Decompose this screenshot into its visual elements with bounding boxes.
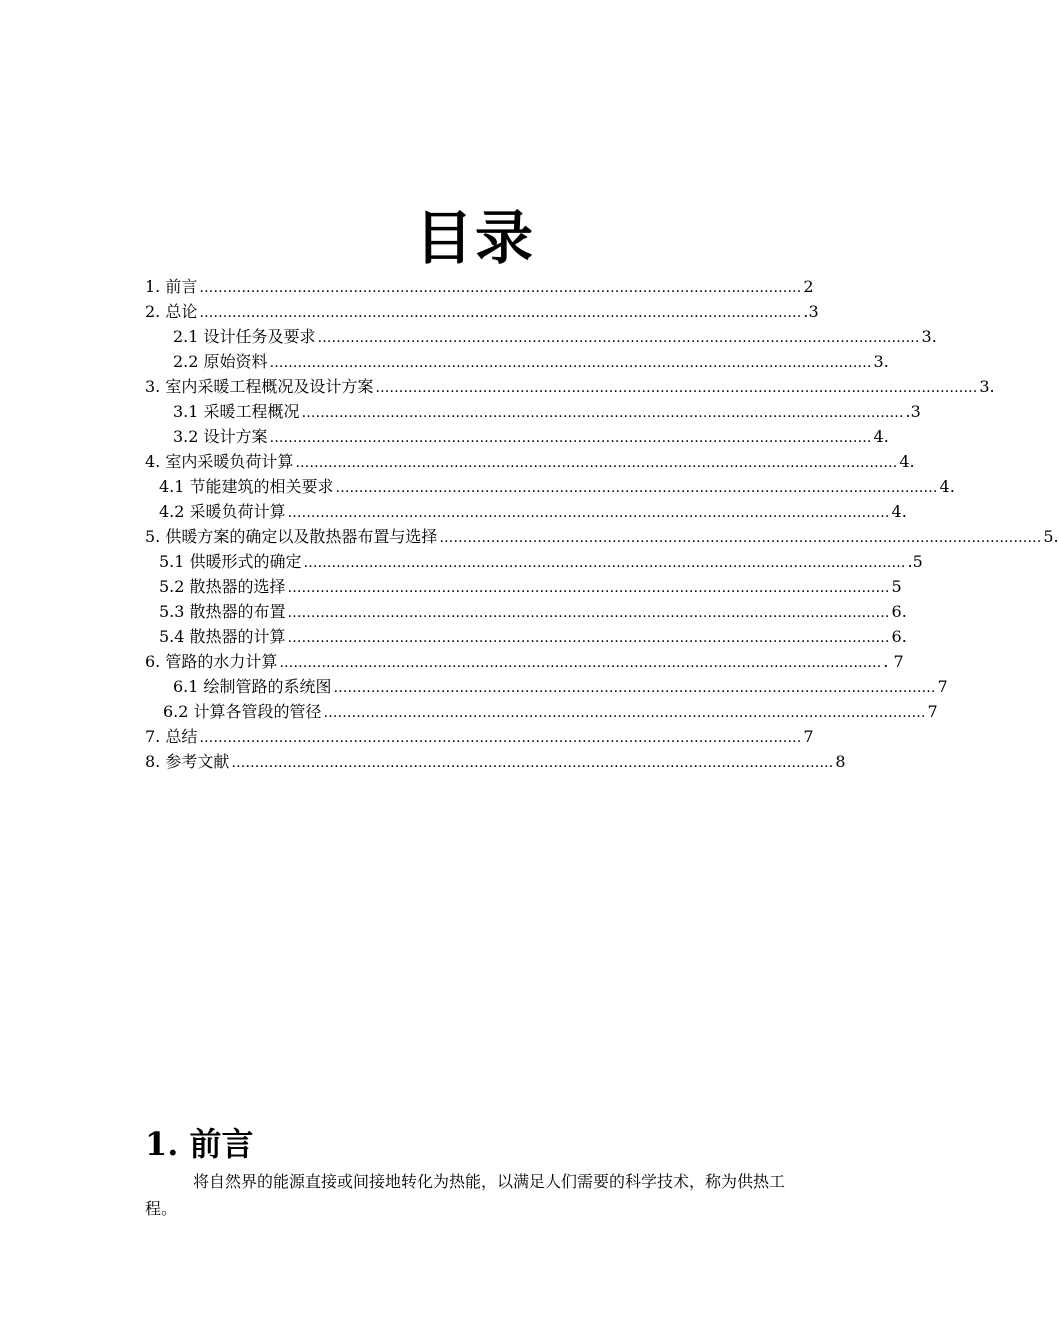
toc-entry-label: 4.1 节能建筑的相关要求 (159, 477, 334, 496)
toc-leader-dots: ………………………………………………………………………………………………………………… (335, 480, 938, 496)
toc-leader-dots: ………………………………………………………………………………………………………………… (323, 705, 926, 721)
toc-entry-label: 8. 参考文献 (145, 752, 230, 771)
toc-entry-page: .3 (905, 402, 921, 421)
toc-entry-6[interactable] (145, 649, 904, 674)
toc-entry-label: 3. 室内采暖工程概况及设计方案 (145, 377, 374, 396)
toc-entry-page: 7 (927, 702, 938, 721)
toc-leader-dots: ………………………………………………………………………………………………………………… (295, 455, 898, 471)
toc-entry-3-1[interactable] (173, 399, 921, 424)
toc-entry-page: 4. (939, 477, 955, 496)
toc-entry-label: 4.2 采暖负荷计算 (159, 502, 286, 521)
toc-leader-dots: ………………………………………………………………………………………………………………… (199, 280, 802, 296)
toc-entry-4-1[interactable] (159, 474, 955, 499)
toc-entry-page: 3. (979, 377, 995, 396)
toc-entry-page: 4. (873, 427, 889, 446)
section-paragraph: 将自然界的能源直接或间接地转化为热能，以满足人们需要的科学技术，称为供热工程。 (145, 1172, 786, 1218)
toc-entry-page: 5. (1043, 527, 1059, 546)
toc-entry-3-2[interactable] (173, 424, 889, 449)
toc-entry-label: 2.2 原始资料 (173, 352, 268, 371)
toc-entry-label: 2.1 设计任务及要求 (173, 327, 316, 346)
toc-entry-label: 6.1 绘制管路的系统图 (173, 677, 332, 696)
toc-entry-page: . 7 (883, 652, 904, 671)
toc-entry-page: 3. (921, 327, 937, 346)
toc-title: 目录 (414, 204, 535, 272)
toc-leader-dots: ………………………………………………………………………………………………………………… (287, 605, 890, 621)
toc-leader-dots: ………………………………………………………………………………………………………………… (269, 355, 872, 371)
toc-entry-5-4[interactable] (159, 624, 907, 649)
toc-entry-page: 4. (891, 502, 907, 521)
toc-entry-label: 3.1 采暖工程概况 (173, 402, 300, 421)
toc-leader-dots: ………………………………………………………………………………………………………………… (287, 505, 890, 521)
toc-entry-page: 6. (891, 627, 907, 646)
toc-entry-4-2[interactable] (159, 499, 907, 524)
toc-entry-label: 3.2 设计方案 (173, 427, 268, 446)
toc-entry-5[interactable] (145, 524, 1059, 549)
toc-entry-page: 7 (803, 727, 814, 746)
toc-entry-2-1[interactable] (173, 324, 937, 349)
toc-entry-page: .3 (803, 302, 819, 321)
toc-entry-5-2[interactable] (159, 574, 902, 599)
toc-entry-label: 5.4 散热器的计算 (159, 627, 286, 646)
toc-leader-dots: ………………………………………………………………………………………………………………… (269, 430, 872, 446)
toc-entry-6-1[interactable] (173, 674, 948, 699)
toc-entry-2-2[interactable] (173, 349, 889, 374)
toc-leader-dots: ………………………………………………………………………………………………………………… (333, 680, 936, 696)
toc-entry-7[interactable] (145, 724, 814, 749)
toc-entry-label: 5.2 散热器的选择 (159, 577, 286, 596)
toc-entry-8[interactable] (145, 749, 846, 774)
toc-entry-page: 6. (891, 602, 907, 621)
toc-leader-dots: ………………………………………………………………………………………………………………… (375, 380, 978, 396)
toc-leader-dots: ………………………………………………………………………………………………………………… (199, 730, 802, 746)
toc-entry-page: .5 (907, 552, 923, 571)
toc-leader-dots: ………………………………………………………………………………………………………………… (287, 630, 890, 646)
toc-entry-label: 5. 供暖方案的确定以及散热器布置与选择 (145, 527, 438, 546)
toc-leader-dots: ………………………………………………………………………………………………………………… (301, 405, 904, 421)
toc-entry-5-3[interactable] (159, 599, 907, 624)
toc-entry-label: 7. 总结 (145, 727, 198, 746)
toc-entry-label: 4. 室内采暖负荷计算 (145, 452, 294, 471)
toc-entry-page: 8 (835, 752, 846, 771)
toc-entry-6-2[interactable] (163, 699, 938, 724)
toc-leader-dots: ………………………………………………………………………………………………………………… (199, 305, 802, 321)
toc-leader-dots: ………………………………………………………………………………………………………………… (231, 755, 834, 771)
toc-entry-label: 1. 前言 (145, 277, 198, 296)
toc-entry-label: 5.1 供暖形式的确定 (159, 552, 302, 571)
toc-entry-label: 5.3 散热器的布置 (159, 602, 286, 621)
toc-entry-label: 6. 管路的水力计算 (145, 652, 278, 671)
toc-leader-dots: ………………………………………………………………………………………………………………… (287, 580, 890, 596)
toc-entry-label: 6.2 计算各管段的管径 (163, 702, 322, 721)
toc-entry-page: 4. (899, 452, 915, 471)
toc-entry-2[interactable] (145, 299, 819, 324)
toc-entry-4[interactable] (145, 449, 915, 474)
toc-leader-dots: ………………………………………………………………………………………………………………… (279, 655, 882, 671)
toc-entry-page: 5 (891, 577, 902, 596)
section-heading: 1. 前言 (145, 1125, 254, 1163)
toc-entry-page: 2 (803, 277, 814, 296)
toc-leader-dots: ………………………………………………………………………………………………………………… (317, 330, 920, 346)
toc-entry-5-1[interactable] (159, 549, 923, 574)
toc-leader-dots: ………………………………………………………………………………………………………………… (303, 555, 906, 571)
toc-entry-3[interactable] (145, 374, 995, 399)
toc-entry-page: 7 (937, 677, 948, 696)
toc-leader-dots: ………………………………………………………………………………………………………………… (439, 530, 1042, 546)
toc-entry-1[interactable] (145, 274, 814, 299)
toc-entry-label: 2. 总论 (145, 302, 198, 321)
toc-entry-page: 3. (873, 352, 889, 371)
